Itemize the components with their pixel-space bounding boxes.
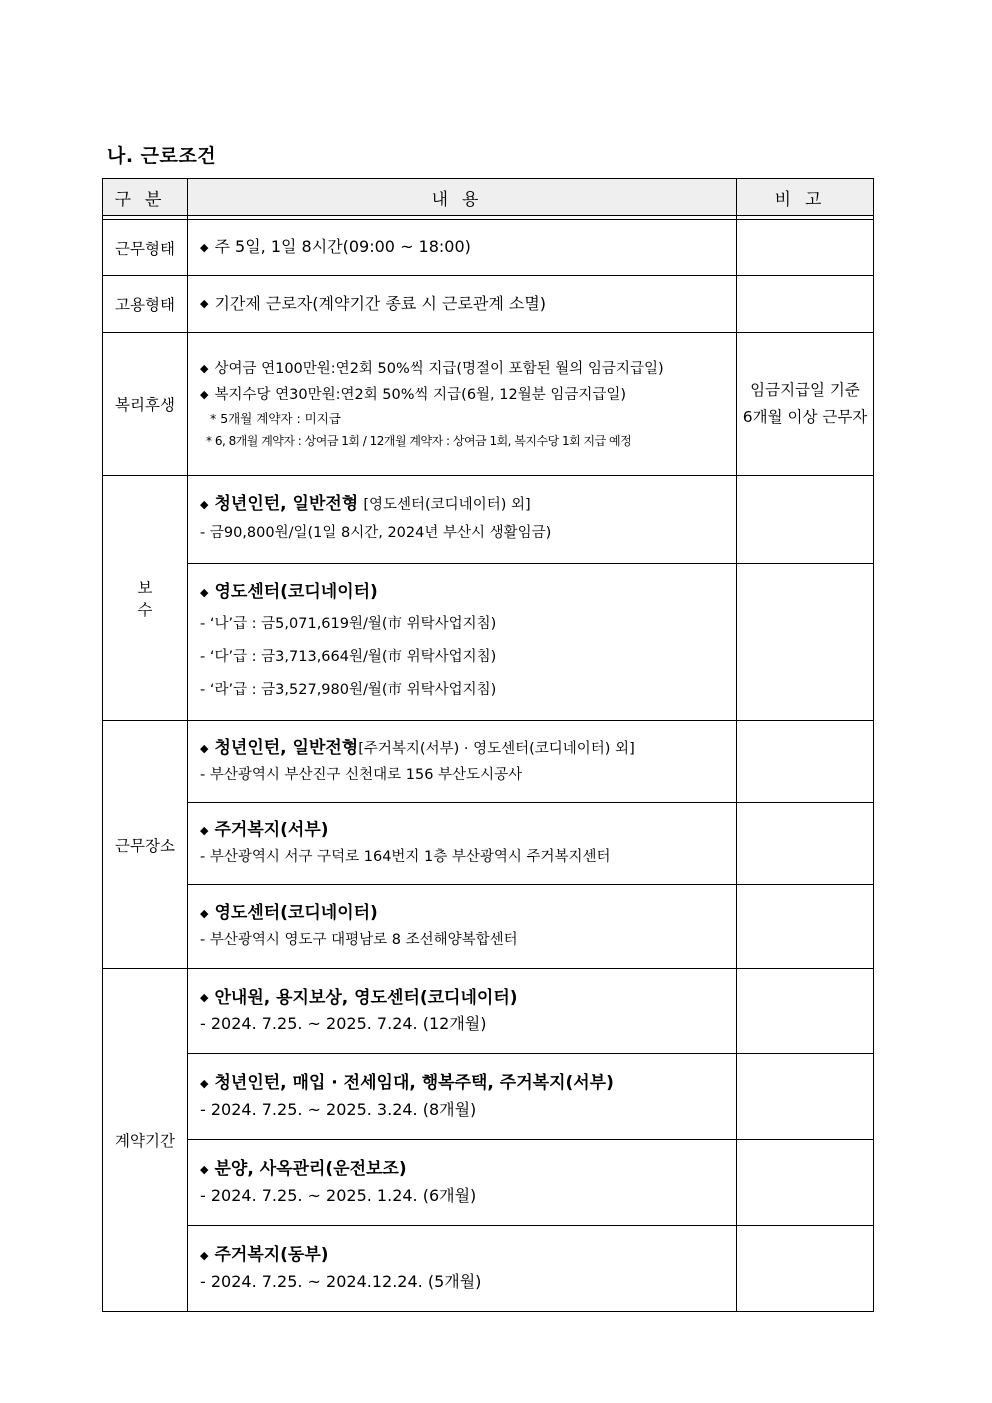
bullet-icon: ◆ — [200, 906, 209, 920]
location-a-title: 청년인턴, 일반전형 — [214, 738, 359, 758]
pay-a-subtitle: [영도센터(코디네이터) 외] — [363, 497, 531, 513]
welfare-note-1: * 5개월 계약자 : 미지급 — [210, 411, 341, 426]
row-label-employment: 고용형태 — [103, 276, 188, 333]
contract-d-period: - 2024. 7.25. ~ 2024.12.24. (5개월) — [200, 1271, 482, 1291]
table-row — [103, 1054, 874, 1140]
table-row — [103, 333, 874, 476]
contract-c-period: - 2024. 7.25. ~ 2025. 1.24. (6개월) — [200, 1185, 477, 1205]
location-a-address: - 부산광역시 부산진구 신천대로 156 부산도시공사 — [200, 767, 523, 783]
contract-c-title: 분양, 사옥관리(운전보조) — [214, 1159, 407, 1180]
table-row — [103, 1140, 874, 1226]
contract-d-title: 주거복지(동부) — [214, 1245, 329, 1266]
welfare-bonus: 상여금 연100만원:연2회 50%씩 지급(명절이 포함된 월의 임금지급일) — [214, 361, 664, 377]
table-row — [103, 885, 874, 969]
bullet-icon: ◆ — [200, 1076, 209, 1090]
contract-a-period: - 2024. 7.25. ~ 2025. 7.24. (12개월) — [200, 1014, 487, 1034]
pay-a-amount: - 금90,800원/일(1일 8시간, 2024년 부산시 생활임금) — [200, 525, 552, 541]
pay-b-title: 영도센터(코디네이터) — [214, 582, 378, 603]
row-label-work-type: 근무형태 — [103, 220, 188, 276]
bullet-icon: ◆ — [200, 585, 209, 599]
table-row — [103, 721, 874, 803]
location-c-title: 영도센터(코디네이터) — [214, 903, 378, 924]
table-row — [103, 564, 874, 721]
welfare-allowance: 복지수당 연30만원:연2회 50%씩 지급(6월, 12월분 임금지급일) — [214, 387, 627, 403]
employment-text: 기간제 근로자(계약기간 종료 시 근로관계 소멸) — [214, 293, 547, 313]
pay-b-grade-da: - ‘다’급 : 금3,713,664원/월(市 위탁사업지침) — [200, 648, 497, 665]
bullet-icon: ◆ — [200, 1248, 209, 1262]
row-label-location: 근무장소 — [103, 721, 188, 969]
table-row — [103, 803, 874, 885]
table-row — [103, 476, 874, 564]
location-c-address: - 부산광역시 영도구 대평남로 8 조선해양복합센터 — [200, 931, 518, 948]
row-label-welfare: 복리후생 — [103, 333, 188, 476]
pay-b-grade-na: - ‘나’급 : 금5,071,619원/월(市 위탁사업지침) — [200, 615, 497, 632]
bullet-icon: ◆ — [200, 388, 209, 401]
working-conditions-table — [102, 178, 874, 1312]
contract-a-title: 안내원, 용지보상, 영도센터(코디네이터) — [214, 987, 518, 1008]
welfare-remark — [737, 333, 874, 476]
table-row — [103, 220, 874, 276]
section-heading: 나. 근로조건 — [107, 145, 217, 167]
bullet-icon: ◆ — [200, 240, 209, 254]
bullet-icon: ◆ — [200, 297, 209, 311]
welfare-note-2: * 6, 8개월 계약자 : 상여금 1회 / 12개월 계약자 : 상여금 1회, 복지수당 1회 지급 예정 — [206, 434, 632, 448]
welfare-remark-1: 임금지급일 기준 — [750, 381, 860, 399]
row-label-contract: 계약기간 — [103, 969, 188, 1312]
header-remarks: 비고 — [737, 179, 874, 216]
bullet-icon: ◆ — [200, 362, 209, 375]
header-category: 구분 — [103, 179, 188, 216]
table-row — [103, 1226, 874, 1312]
table-row — [103, 969, 874, 1054]
contract-b-period: - 2024. 7.25. ~ 2025. 3.24. (8개월) — [200, 1099, 477, 1119]
work-type-text: 주 5일, 1일 8시간(09:00 ~ 18:00) — [214, 237, 471, 257]
bullet-icon: ◆ — [200, 1162, 209, 1176]
table-header-row — [103, 179, 874, 216]
location-b-title: 주거복지(서부) — [214, 820, 329, 841]
pay-b-grade-ra: - ‘라’급 : 금3,527,980원/월(市 위탁사업지침) — [200, 681, 497, 698]
bullet-icon: ◆ — [200, 497, 209, 511]
contract-b-title: 청년인턴, 매입 · 전세임대, 행복주택, 주거복지(서부) — [214, 1073, 614, 1094]
pay-a-title: 청년인턴, 일반전형 — [214, 494, 359, 514]
bullet-icon: ◆ — [200, 991, 209, 1005]
location-b-address: - 부산광역시 서구 구덕로 164번지 1층 부산광역시 주거복지센터 — [200, 848, 611, 865]
bullet-icon: ◆ — [200, 741, 209, 755]
welfare-remark-2: 6개월 이상 근무자 — [742, 408, 868, 426]
header-content: 내용 — [188, 179, 737, 216]
table-row — [103, 276, 874, 333]
location-a-subtitle: [주거복지(서부) · 영도센터(코디네이터) 외] — [358, 741, 635, 757]
row-label-pay: 보수 — [103, 476, 188, 721]
bullet-icon: ◆ — [200, 823, 209, 837]
